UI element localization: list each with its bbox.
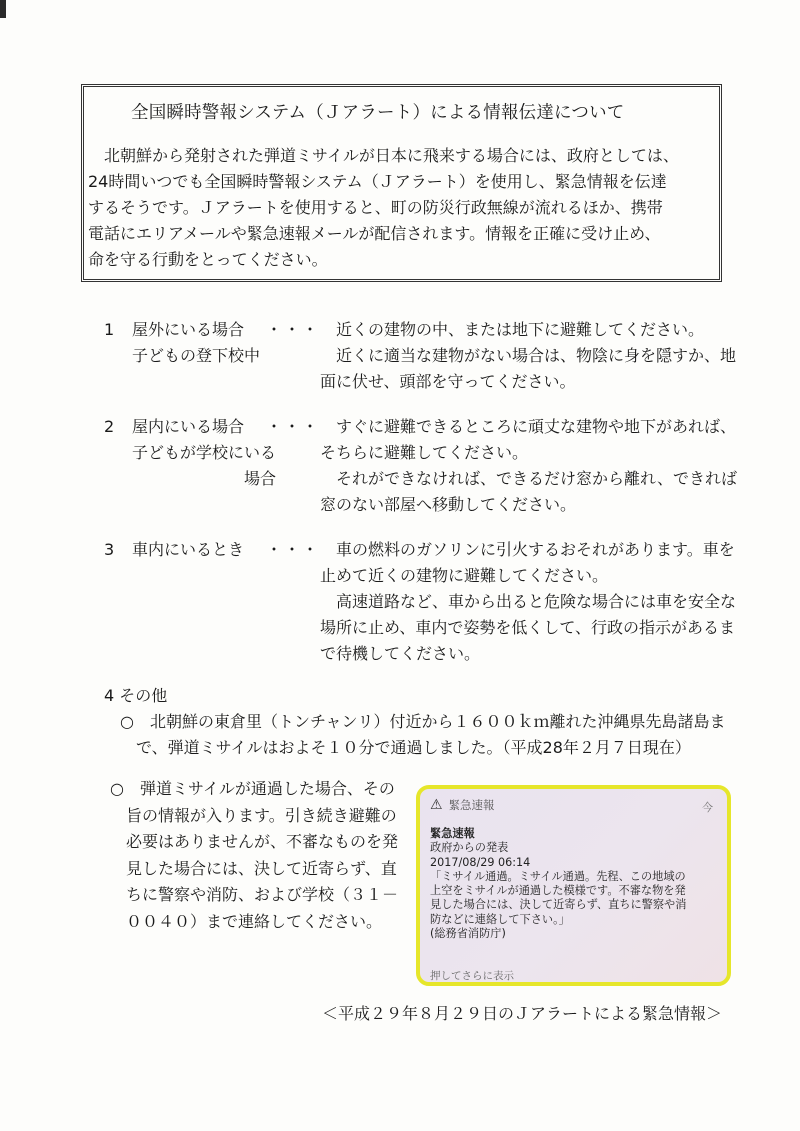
- item-sublabel: 場合: [244, 469, 277, 488]
- item-label: 屋外にいる場合: [132, 320, 245, 339]
- notice-title: 全国瞬時警報システム（Ｊアラート）による情報伝達について: [131, 103, 625, 123]
- desc-line: 近くの建物の中、または地下に避難してください。: [320, 320, 705, 339]
- item-sublabel: 子どもが学校にいる: [132, 443, 277, 462]
- time-label: 今: [702, 801, 713, 814]
- desc-line: 場所に止め、車内で姿勢を低くして、行政の指示があるま: [320, 618, 736, 637]
- other-bullet-line: で、弾道ミサイルはおよそ１０分で通過しました。（平成28年２月７日現在）: [104, 738, 691, 757]
- item-number: 1: [104, 320, 115, 339]
- bullet-line: ００４０）まで連絡してください。: [110, 911, 383, 931]
- bullet-line: 見した場合には、決して近寄らず、直: [110, 858, 397, 878]
- alert-message-line: 見した場合には、決して近寄らず、直ちに警察や消: [430, 898, 687, 912]
- other-bullet-line: ○ 北朝鮮の東倉里（トンチャンリ）付近から１６００ｋｍ離れた沖縄県先島諸島ま: [104, 712, 726, 731]
- missile-pass-bullet: [110, 776, 410, 935]
- alert-message-line: 上空をミサイルが通過した模様です。不審な物を発: [430, 884, 686, 898]
- desc-line: 車の燃料のガソリンに引火するおそれがあります。車を: [320, 540, 735, 559]
- desc-line: 近くに適当な建物がない場合は、物陰に身を隠すか、地: [320, 346, 737, 365]
- desc-line: そちらに避難してください。: [320, 443, 529, 462]
- desc-line: 高速道路など、車から出ると危険な場合には車を安全な: [320, 592, 737, 611]
- alert-message-line: 「ミサイル通過。ミサイル通過。先程、この地域の: [430, 869, 686, 883]
- bullet-line: ちに警察や消防、および学校（３１－: [110, 885, 399, 904]
- item-dots: ・・・: [266, 540, 321, 559]
- item-number: 2: [104, 417, 115, 436]
- desc-line: 面に伏せ、頭部を守ってください。: [320, 372, 576, 391]
- desc-line: すぐに避難できるところに頑丈な建物や地下があれば、: [320, 417, 737, 436]
- item-dots: ・・・: [266, 417, 321, 436]
- notice-line: するそうです。Ｊアラートを使用すると、町の防災行政無線が流れるほか、携帯: [88, 198, 663, 217]
- alert-body: [430, 827, 725, 941]
- bullet-line: 旨の情報が入ります。引き続き避難の: [110, 805, 397, 825]
- screenshot-caption: ＜平成２９年８月２９日のＪアラートによる緊急情報＞: [322, 1004, 723, 1023]
- alert-datetime: 2017/08/29 06:14: [430, 855, 531, 869]
- notice-line: 北朝鮮から発射された弾道ミサイルが日本に飛来する場合には、政府としては、: [88, 146, 679, 165]
- emergency-alert-screenshot: [416, 785, 731, 986]
- item-dots: ・・・: [266, 320, 321, 339]
- other-section: [104, 683, 725, 761]
- other-heading: 4 その他: [104, 686, 168, 705]
- warning-icon: ⚠: [430, 797, 443, 813]
- notice-line: 電話にエリアメールや緊急速報メールが配信されます。情報を正確に受け止め、: [88, 224, 661, 243]
- item-in-car: [104, 537, 744, 669]
- item-label: 車内にいるとき: [132, 540, 245, 559]
- notice-box: [81, 84, 722, 282]
- app-label: 緊急速報: [448, 798, 495, 812]
- desc-line: 止めて近くの建物に避難してください。: [320, 566, 609, 585]
- alert-message-line: (総務省消防庁): [430, 927, 506, 941]
- show-more-link[interactable]: 押してさらに表示: [430, 970, 514, 982]
- alert-message-line: 防などに連絡して下さい。」: [430, 912, 570, 926]
- item-indoor: [104, 414, 744, 520]
- item-outdoor: [104, 317, 744, 397]
- item-description: [320, 537, 740, 667]
- notice-line: 命を守る行動をとってください。: [88, 250, 328, 269]
- bullet-line: 必要はありませんが、不審なものを発: [110, 832, 399, 851]
- desc-line: 窓のない部屋へ移動してください。: [320, 495, 577, 514]
- corner-mark: [0, 0, 6, 18]
- bullet-line: ○ 弾道ミサイルが通過した場合、その: [110, 779, 395, 798]
- item-label: 屋内にいる場合: [132, 417, 245, 436]
- desc-line: それができなければ、できるだけ窓から離れ、できれば: [320, 469, 737, 488]
- item-number: 3: [104, 540, 115, 559]
- alert-source: 政府からの発表: [430, 841, 509, 855]
- item-sublabel: 子どもの登下校中: [132, 346, 261, 365]
- item-description: [320, 317, 740, 395]
- desc-line: で待機してください。: [320, 644, 481, 663]
- notice-line: 24時間いつでも全国瞬時警報システム（Ｊアラート）を使用し、緊急情報を伝達: [88, 172, 667, 191]
- alert-header: [430, 797, 495, 813]
- item-description: [320, 414, 740, 518]
- notice-body: [88, 143, 708, 273]
- alert-title: 緊急速報: [430, 827, 475, 840]
